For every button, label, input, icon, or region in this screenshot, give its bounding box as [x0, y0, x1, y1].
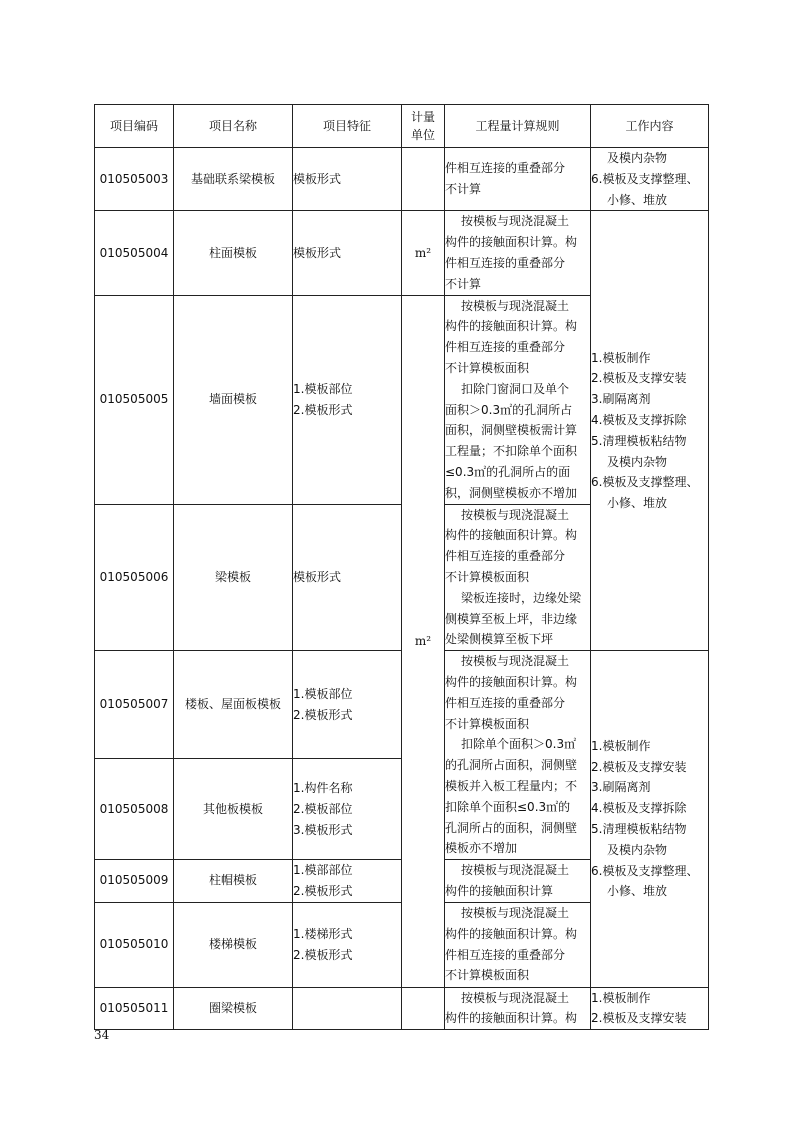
work-line: 4.模板及支撑拆除 — [591, 801, 687, 816]
feature-line: 2.模板形式 — [293, 883, 353, 898]
rule-line: 构件的接触面积计算。构 — [445, 674, 578, 689]
rule-line: 构件的接触面积计算。构 — [445, 319, 578, 334]
rule-line: 件相互连接的重叠部分 — [445, 947, 566, 962]
rule-line: 不计算模板面积 — [445, 360, 530, 375]
page-number: 34 — [94, 1028, 110, 1042]
item-work — [591, 148, 709, 211]
work-line: 小修、堆放 — [607, 496, 668, 511]
work-line: 小修、堆放 — [607, 884, 668, 899]
work-line: 及模内杂物 — [607, 454, 668, 469]
work-line: 小修、堆放 — [607, 192, 668, 207]
rule-line: 孔洞所占的面积，洞侧壁 — [445, 820, 578, 835]
item-rule — [445, 148, 591, 211]
item-name: 楼板、屋面板模板 — [174, 651, 293, 759]
item-feature — [293, 148, 402, 211]
item-feature — [293, 295, 402, 504]
work-line: 5.清理模板粘结物 — [591, 433, 687, 448]
item-rule — [445, 651, 591, 860]
item-unit: m² — [402, 295, 445, 987]
item-feature — [293, 651, 402, 759]
rule-line: 不计算模板面积 — [445, 968, 530, 983]
header-row — [95, 105, 709, 148]
feature-line: 1.楼梯形式 — [293, 926, 353, 941]
header-feature: 项目特征 — [293, 105, 402, 148]
item-feature — [293, 504, 402, 651]
work-line: 1.模板制作 — [591, 990, 651, 1005]
item-feature — [293, 987, 402, 1030]
rule-line: 不计算 — [445, 182, 482, 197]
rule-line: 按模板与现浇混凝土 — [461, 906, 570, 921]
rule-line: 按模板与现浇混凝土 — [461, 214, 570, 229]
feature-line: 模板形式 — [293, 245, 342, 260]
rule-line: 不计算 — [445, 276, 482, 291]
rule-line: 按模板与现浇混凝土 — [461, 298, 570, 313]
item-code: 010505007 — [95, 651, 174, 759]
item-name: 基础联系梁模板 — [174, 148, 293, 211]
item-name: 圈梁模板 — [174, 987, 293, 1030]
work-line: 2.模板及支撑安装 — [591, 371, 687, 386]
rule-line: 件相互连接的重叠部分 — [445, 695, 566, 710]
item-rule — [445, 860, 591, 903]
specification-table — [94, 104, 709, 1030]
work-line: 1.模板制作 — [591, 738, 651, 753]
item-name: 楼梯模板 — [174, 902, 293, 987]
header-unit-line: 计量 — [410, 110, 435, 124]
rule-line: 构件的接触面积计算。构 — [445, 926, 578, 941]
table-row — [95, 148, 709, 211]
item-feature — [293, 211, 402, 295]
item-code: 010505008 — [95, 759, 174, 860]
item-name: 柱帽模板 — [174, 860, 293, 903]
rule-line: 处梁侧模算至板下坪 — [445, 632, 554, 647]
item-code: 010505010 — [95, 902, 174, 987]
rule-line: 件相互连接的重叠部分 — [445, 161, 566, 176]
work-line: 1.模板制作 — [591, 350, 651, 365]
rule-line: 构件的接触面积计算。构 — [445, 528, 578, 543]
feature-line: 1.构件名称 — [293, 780, 353, 795]
item-unit: m² — [402, 211, 445, 295]
feature-line: 2.模板形式 — [293, 707, 353, 722]
rule-line: 按模板与现浇混凝土 — [461, 990, 570, 1005]
header-unit-line: 单位 — [410, 128, 435, 142]
rule-line: 按模板与现浇混凝土 — [461, 863, 570, 878]
item-work — [591, 987, 709, 1030]
feature-line: 2.模板形式 — [293, 402, 353, 417]
header-unit — [402, 105, 445, 148]
item-feature — [293, 759, 402, 860]
item-rule — [445, 987, 591, 1030]
item-rule — [445, 902, 591, 987]
rule-line: 面积，洞侧壁模板需计算 — [445, 423, 578, 438]
rule-line: 件相互连接的重叠部分 — [445, 255, 566, 270]
feature-line: 模板形式 — [293, 569, 342, 584]
feature-line: 1.模部部位 — [293, 863, 353, 878]
item-name: 梁模板 — [174, 504, 293, 651]
rule-line: 件相互连接的重叠部分 — [445, 549, 566, 564]
item-code: 010505009 — [95, 860, 174, 903]
work-line: 3.刷隔离剂 — [591, 780, 651, 795]
item-name: 墙面模板 — [174, 295, 293, 504]
item-work — [591, 651, 709, 988]
header-rule: 工程量计算规则 — [445, 105, 591, 148]
header-code: 项目编码 — [95, 105, 174, 148]
work-line: 6.模板及支撑整理、 — [591, 475, 699, 490]
rule-line: 扣除单个面积＞0.3㎡ — [461, 737, 577, 752]
item-code: 010505006 — [95, 504, 174, 651]
work-line: 及模内杂物 — [607, 151, 668, 165]
header-name: 项目名称 — [174, 105, 293, 148]
rule-line: 构件的接触面积计算。构 — [445, 235, 578, 250]
rule-line: 按模板与现浇混凝土 — [461, 654, 570, 669]
rule-line: 按模板与现浇混凝土 — [461, 507, 570, 522]
item-name: 其他板模板 — [174, 759, 293, 860]
rule-line: 面积＞0.3㎡的孔洞所占 — [445, 402, 573, 417]
work-line: 4.模板及支撑拆除 — [591, 412, 687, 427]
work-line: 及模内杂物 — [607, 842, 668, 857]
work-line: 6.模板及支撑整理、 — [591, 863, 699, 878]
feature-line: 1.模板部位 — [293, 381, 353, 396]
feature-line: 3.模板形式 — [293, 822, 353, 837]
table-row — [95, 211, 709, 295]
item-code: 010505004 — [95, 211, 174, 295]
rule-line: 的孔洞所占面积，洞侧壁 — [445, 758, 578, 773]
feature-line: 模板形式 — [293, 171, 342, 186]
feature-line: 2.模板部位 — [293, 801, 353, 816]
item-unit — [402, 148, 445, 211]
header-work: 工作内容 — [591, 105, 709, 148]
rule-line: 构件的接触面积计算。构 — [445, 1011, 578, 1026]
feature-line: 1.模板部位 — [293, 686, 353, 701]
item-unit — [402, 987, 445, 1030]
table-row — [95, 987, 709, 1030]
work-line: 2.模板及支撑安装 — [591, 1011, 687, 1026]
work-line: 6.模板及支撑整理、 — [591, 171, 699, 186]
work-line: 3.刷隔离剂 — [591, 392, 651, 407]
rule-line: 模板并入板工程量内；不 — [445, 778, 578, 793]
feature-line: 2.模板形式 — [293, 947, 353, 962]
work-line: 2.模板及支撑安装 — [591, 759, 687, 774]
rule-line: 侧模算至板上坪，非边缘 — [445, 611, 578, 626]
rule-line: 梁板连接时，边缘处梁 — [461, 590, 582, 605]
rule-line: ≤0.3㎡的孔洞所占的面 — [445, 464, 571, 479]
rule-line: 工程量；不扣除单个面积 — [445, 444, 578, 459]
item-code: 010505005 — [95, 295, 174, 504]
item-rule — [445, 211, 591, 295]
rule-line: 扣除单个面积≤0.3㎡的 — [445, 799, 571, 814]
rule-line: 构件的接触面积计算 — [445, 883, 554, 898]
item-work — [591, 211, 709, 651]
item-feature — [293, 860, 402, 903]
item-rule — [445, 295, 591, 504]
rule-line: 模板亦不增加 — [445, 841, 518, 856]
rule-line: 不计算模板面积 — [445, 569, 530, 584]
rule-line: 件相互连接的重叠部分 — [445, 340, 566, 355]
item-code: 010505011 — [95, 987, 174, 1030]
item-name: 柱面模板 — [174, 211, 293, 295]
rule-line: 不计算模板面积 — [445, 716, 530, 731]
rule-line: 积，洞侧壁模板亦不增加 — [445, 485, 578, 500]
item-feature — [293, 902, 402, 987]
item-code: 010505003 — [95, 148, 174, 211]
item-rule — [445, 504, 591, 651]
work-line: 5.清理模板粘结物 — [591, 821, 687, 836]
rule-line: 扣除门窗洞口及单个 — [461, 381, 570, 396]
